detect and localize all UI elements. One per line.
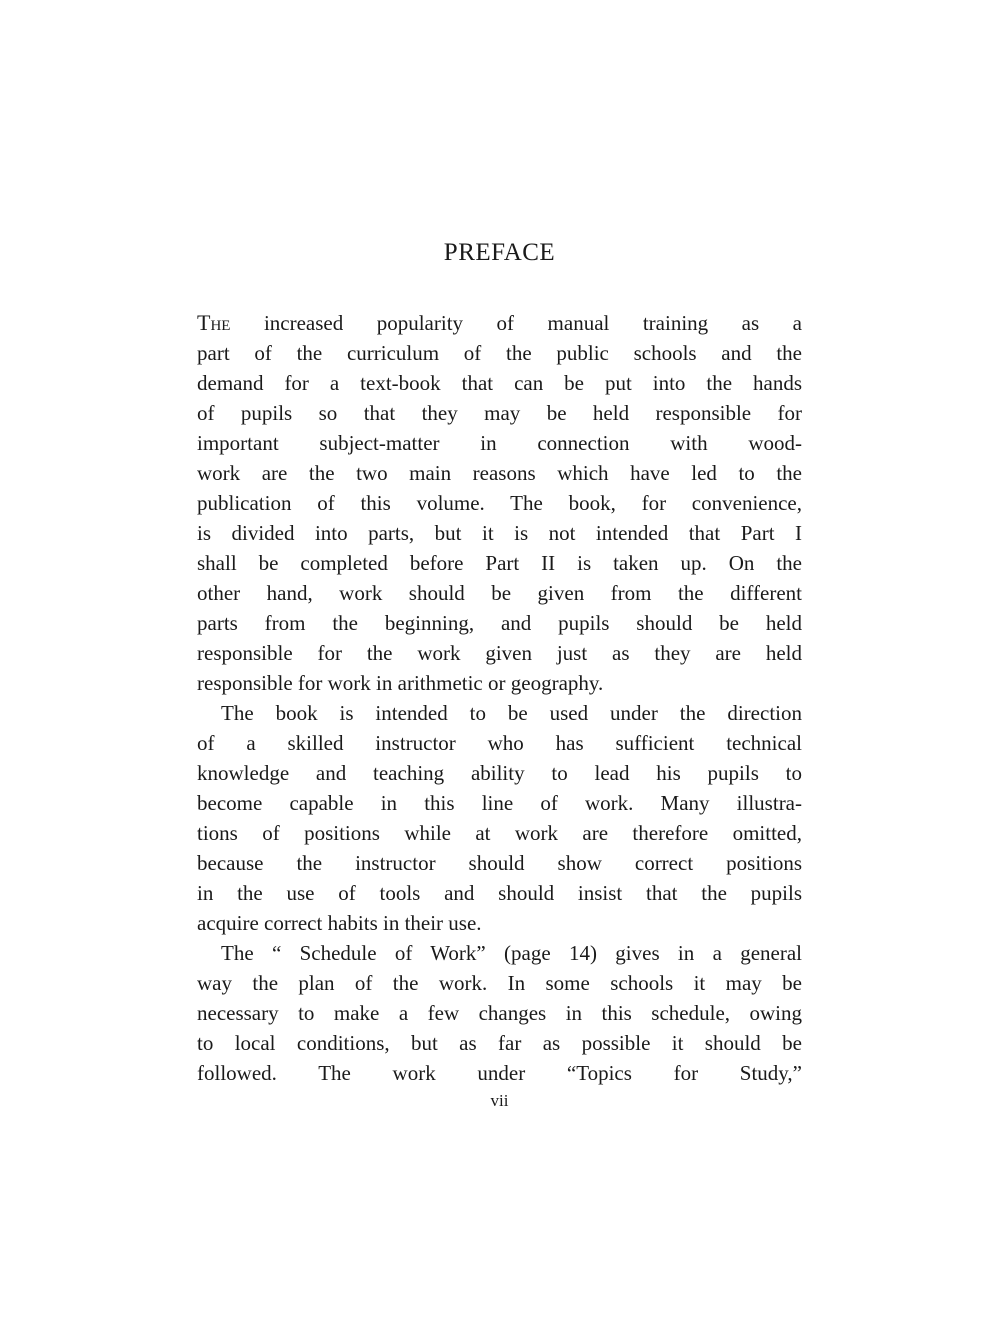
text-line: knowledge and teaching ability to lead his pupils to — [197, 761, 802, 785]
text-line: The increased popularity of manual training as a — [197, 310, 802, 335]
text-line: demand for a text-book that can be put into the hands — [197, 371, 802, 395]
paragraph-1 — [197, 308, 802, 698]
text-line: become capable in this line of work. Many illustra- — [197, 791, 802, 815]
text-line: responsible for the work given just as they are held — [197, 641, 802, 665]
text-line: tions of positions while at work are therefore omitted, — [197, 821, 802, 845]
paragraph-2 — [197, 698, 802, 938]
text-line: shall be completed before Part II is taken up. On the — [197, 551, 802, 575]
text-line: The “ Schedule of Work” (page 14) gives in a general — [221, 941, 802, 965]
page-number: vii — [490, 1091, 509, 1110]
text-line: responsible for work in arithmetic or geography. — [197, 671, 604, 695]
paragraph-3 — [197, 938, 802, 1088]
text-line: important subject-matter in connection with wood- — [197, 431, 802, 455]
lead-word: The — [197, 310, 231, 335]
text-line: necessary to make a few changes in this schedule, owing — [197, 1001, 802, 1025]
text-line: part of the curriculum of the public schools and the — [197, 341, 802, 365]
text-line: The book is intended to be used under the direction — [221, 701, 802, 725]
page-title: PREFACE — [443, 239, 556, 266]
text-line: because the instructor should show correct positions — [197, 851, 802, 875]
text-line: in the use of tools and should insist that the pupils — [197, 881, 802, 905]
text-line: of pupils so that they may be held responsible for — [197, 401, 802, 425]
text-line: way the plan of the work. In some schools it may be — [197, 971, 802, 995]
text-line: work are the two main reasons which have led to the — [197, 461, 802, 485]
text-line: followed. The work under “Topics for Study,” — [197, 1061, 802, 1085]
text-line: other hand, work should be given from the different — [197, 581, 802, 605]
text-line: acquire correct habits in their use. — [197, 911, 482, 935]
text-line: is divided into parts, but it is not intended that Part I — [197, 521, 802, 545]
text-line: of a skilled instructor who has sufficient technical — [197, 731, 802, 755]
text-line: parts from the beginning, and pupils should be held — [197, 611, 802, 635]
text-line: to local conditions, but as far as possible it should be — [197, 1031, 802, 1055]
book-page — [197, 236, 802, 1112]
text-line: publication of this volume. The book, for convenience, — [197, 491, 802, 515]
